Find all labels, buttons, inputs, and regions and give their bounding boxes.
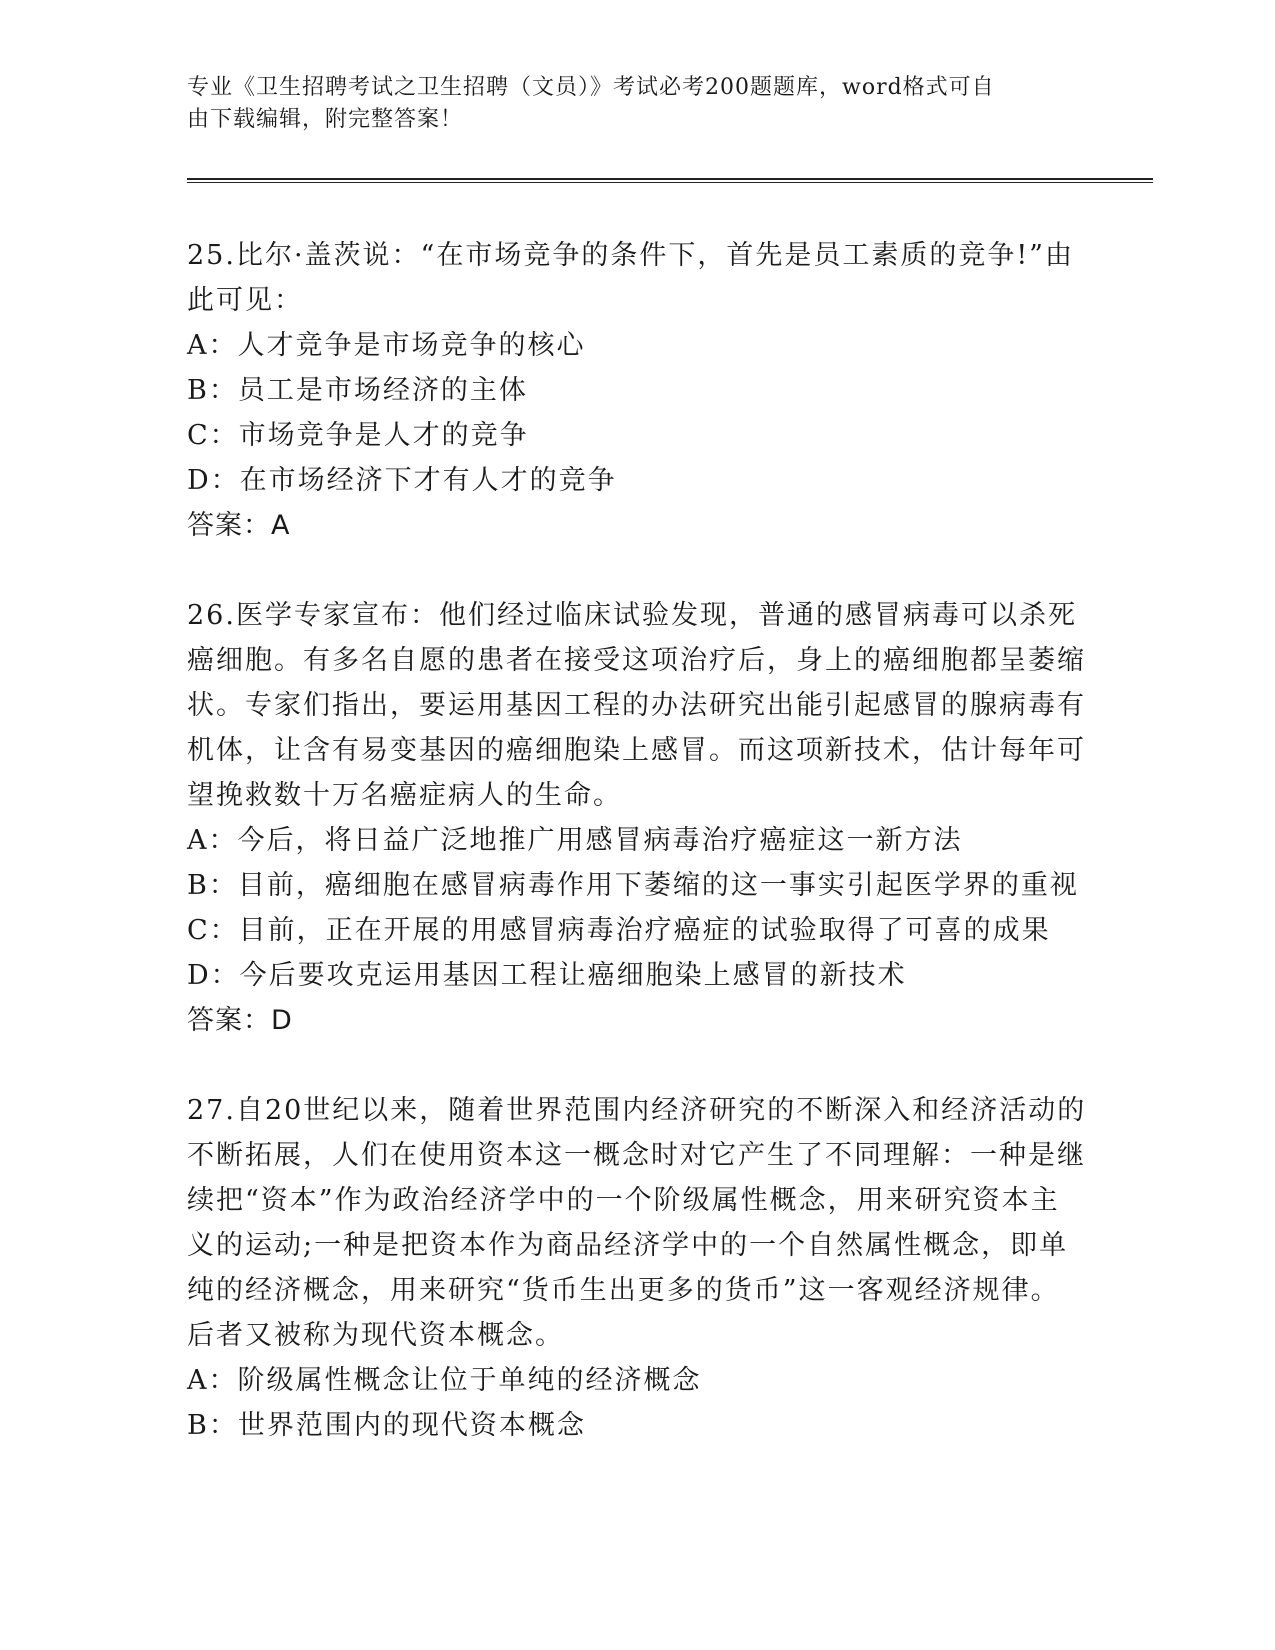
answer-label: 答案：D: [187, 1005, 293, 1036]
option-b: B：目前，癌细胞在感冒病毒作用下萎缩的这一事实引起医学界的重视: [187, 870, 1079, 901]
option-b: B：员工是市场经济的主体: [187, 375, 528, 406]
option-a: A：阶级属性概念让位于单纯的经济概念: [187, 1365, 702, 1396]
document-header: [187, 72, 1067, 136]
option-b: B：世界范围内的现代资本概念: [187, 1410, 586, 1441]
question-stem: 27.自20世纪以来，随着世界范围内经济研究的不断深入和经济活动的不断拓展，人们在使用资本这一概念时对它产生了不同理解：一种是继续把“资本”作为政治经济学中的一个阶级属性概念，用来研究资本主义的运动;一种是把资本作为商品经济学中的一个自然属性概念，即单纯的经济概念，用来研究“货币生出更多的货币”这一客观经济规律。后者又被称为现代资本概念。: [187, 1095, 1087, 1351]
option-c: C：目前，正在开展的用感冒病毒治疗癌症的试验取得了可喜的成果: [187, 915, 1051, 946]
header-line-1: 专业《卫生招聘考试之卫生招聘（文员）》考试必考200题题库，word格式可自: [187, 75, 995, 100]
option-c: C：市场竞争是人才的竞争: [187, 420, 529, 451]
question-stem: 25.比尔·盖茨说：“在市场竞争的条件下，首先是员工素质的竞争!”由此可见：: [187, 240, 1074, 316]
option-d: D：在市场经济下才有人才的竞争: [187, 465, 617, 496]
header-divider-thin: [187, 182, 1153, 183]
header-divider-thick: [187, 178, 1153, 180]
question-list: [187, 233, 1087, 1493]
option-d: D：今后要攻克运用基因工程让癌细胞染上感冒的新技术: [187, 960, 907, 991]
question-27: [187, 1088, 1087, 1448]
option-a: A：人才竞争是市场竞争的核心: [187, 330, 586, 361]
header-line-2: 由下载编辑，附完整答案！: [187, 107, 464, 132]
option-a: A：今后，将日益广泛地推广用感冒病毒治疗癌症这一新方法: [187, 825, 963, 856]
question-stem: 26.医学专家宣布：他们经过临床试验发现，普通的感冒病毒可以杀死癌细胞。有多名自愿的患者在接受这项治疗后，身上的癌细胞都呈萎缩状。专家们指出，要运用基因工程的办法研究出能引起感冒的腺病毒有机体，让含有易变基因的癌细胞染上感冒。而这项新技术，估计每年可望挽救数十万名癌症病人的生命。: [187, 600, 1086, 811]
answer-label: 答案：A: [187, 510, 291, 541]
question-26: [187, 593, 1087, 1043]
question-25: [187, 233, 1087, 548]
